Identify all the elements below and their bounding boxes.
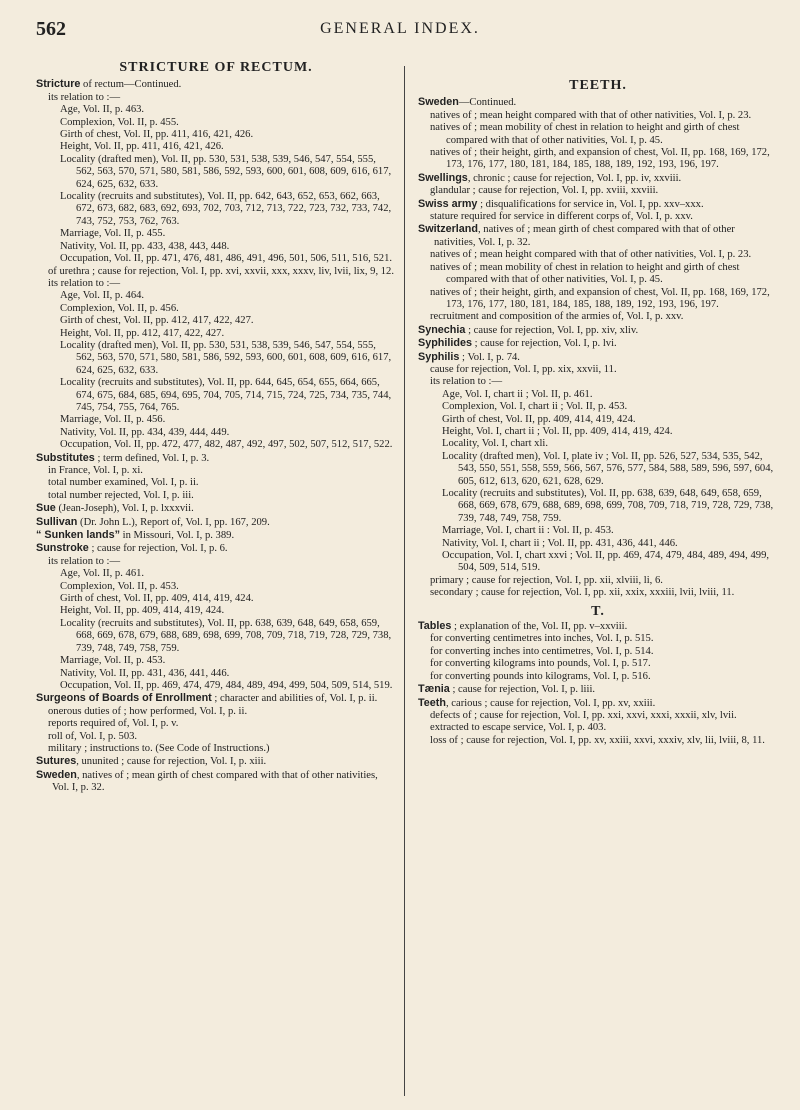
entry-text: , chronic ; cause for rejection, Vol. I, pp. iv, xxviii. xyxy=(467,172,682,184)
page-header xyxy=(36,18,764,42)
index-entry xyxy=(36,529,396,542)
entry-keyword: Sweden xyxy=(418,96,459,109)
index-entry xyxy=(36,743,396,755)
entry-text: ; cause for rejection, Vol. I, p. 6. xyxy=(88,543,228,555)
left-column-heading: STRICTURE OF RECTUM. xyxy=(119,60,313,75)
entry-text: reports required of, Vol. I, p. v. xyxy=(48,718,179,730)
entry-text: Occupation, Vol. II, pp. 469, 474, 479, 484, 489, 494, 499, 504, 509, 514, 519. xyxy=(60,679,393,691)
index-entry xyxy=(418,525,778,537)
entry-keyword: Swiss army xyxy=(418,197,478,210)
entry-keyword: Sullivan xyxy=(36,515,78,528)
entry-text: onerous duties of ; how performed, Vol. I, p. ii. xyxy=(48,705,248,717)
entry-text: for converting inches into centimetres, Vol. I, p. 514. xyxy=(430,645,654,657)
entry-text: of rectum—Continued. xyxy=(80,79,182,91)
index-entry xyxy=(36,129,396,141)
index-entry xyxy=(36,502,396,515)
entry-text: Age, Vol. II, p. 464. xyxy=(60,290,145,302)
entry-text: Height, Vol. I, chart ii ; Vol. II, pp. 409, 414, 419, 424. xyxy=(442,425,673,437)
entry-text: ; term defined, Vol. I, p. 3. xyxy=(94,452,210,464)
index-entry xyxy=(36,303,396,315)
entry-keyword: Sue xyxy=(36,502,56,515)
entry-text: Occupation, Vol. II, pp. 471, 476, 481, 486, 491, 496, 501, 506, 511, 516, 521. xyxy=(60,253,393,265)
entry-keyword: Sutures xyxy=(36,755,77,768)
index-entry xyxy=(418,658,778,670)
index-entry xyxy=(418,697,778,710)
entry-text: , natives of ; mean girth of chest compared with that of other nativities, Vol. I, p. 32. xyxy=(434,224,735,248)
entry-text: , carious ; cause for rejection, Vol. I, pp. xv, xxiii. xyxy=(446,697,656,709)
index-entry xyxy=(418,451,778,488)
entry-text: Locality (drafted men), Vol. II, pp. 530, 531, 538, 539, 546, 547, 554, 555, 562, 563, 570, 571, 580, 581, 586, 592, 593, 600, 601, 608, 609, 616, 617, 624, 625, 632, 633. xyxy=(60,153,392,190)
index-entry xyxy=(36,104,396,116)
entry-keyword: Surgeons of Boards of Enrollment xyxy=(36,692,212,705)
entry-text: ; explanation of the, Vol. II, pp. v–xxviii. xyxy=(451,621,628,633)
entry-keyword: Syphilides xyxy=(418,337,473,350)
index-entry xyxy=(418,172,778,185)
index-entry xyxy=(418,262,778,287)
entry-text: —Continued. xyxy=(458,97,517,109)
entry-text: in France, Vol. I, p. xi. xyxy=(48,465,143,476)
index-entry xyxy=(418,389,778,401)
index-entry xyxy=(36,655,396,667)
index-entry xyxy=(36,568,396,580)
index-entry xyxy=(36,618,396,655)
index-entry xyxy=(418,538,778,550)
entry-text: its relation to :— xyxy=(430,376,503,388)
index-entry xyxy=(418,185,778,197)
entry-keyword: Substitutes xyxy=(36,451,95,464)
index-entry xyxy=(36,731,396,743)
index-entry xyxy=(36,253,396,265)
entry-text: stature required for service in different corps of, Vol. I, p. xxv. xyxy=(430,211,693,223)
entry-keyword: Stricture xyxy=(36,78,81,91)
entry-text: natives of ; mean height compared with that of other nativities, Vol. I, p. 23. xyxy=(430,109,752,121)
entry-text: natives of ; their height, girth, and expansion of chest, Vol. II, pp. 168, 169, 172, 173, 176, 177, 180, 181, 184, 185, 188, 189, 192, 193, 196, 197. xyxy=(430,147,770,171)
entry-text: Locality, Vol. I, chart xli. xyxy=(442,438,549,450)
entry-keyword: Syphilis xyxy=(418,350,460,363)
index-entry xyxy=(36,377,396,414)
index-entry xyxy=(418,96,778,109)
entry-text: Complexion, Vol. I, chart ii ; Vol. II, p. 453. xyxy=(442,401,628,413)
index-entry xyxy=(418,671,778,683)
entry-text: Girth of chest, Vol. II, pp. 409, 414, 419, 424. xyxy=(60,593,254,605)
index-entry xyxy=(418,710,778,722)
entry-keyword: Switzerland xyxy=(418,223,478,236)
index-entry xyxy=(418,147,778,172)
index-entry xyxy=(418,587,778,599)
entry-keyword: Tænia xyxy=(418,683,450,696)
entry-text: ; disqualifications for service in, Vol. I, pp. xxv–xxx. xyxy=(477,198,704,210)
index-entry xyxy=(36,581,396,593)
index-entry xyxy=(36,228,396,240)
index-entry xyxy=(36,755,396,768)
index-entry xyxy=(418,426,778,438)
entry-text: ; Vol. I, p. 74. xyxy=(459,351,520,363)
index-entry xyxy=(36,490,396,502)
right-column xyxy=(418,62,778,747)
index-entry xyxy=(36,556,396,568)
entry-text: , natives of ; mean girth of chest compared with that of other nativities, Vol. I, p. 32. xyxy=(52,769,378,794)
entry-text: Height, Vol. II, pp. 412, 417, 422, 427. xyxy=(60,327,225,339)
index-entry xyxy=(418,223,778,249)
index-entry xyxy=(418,683,778,696)
entry-text: its relation to :— xyxy=(48,555,121,567)
index-entry xyxy=(418,122,778,147)
entry-text: ; cause for rejection, Vol. I, p. lvi. xyxy=(472,338,617,350)
right-column-heading: TEETH. xyxy=(569,78,627,93)
index-entry xyxy=(418,198,778,211)
index-entry xyxy=(36,328,396,340)
entry-text: (Jean-Joseph), Vol. I, p. lxxxvii. xyxy=(55,503,194,515)
entry-text: Locality (drafted men), Vol. II, pp. 530, 531, 538, 539, 546, 547, 554, 555, 562, 563, 570, 571, 580, 581, 586, 592, 593, 600, 601, 608, 609, 616, 617, 624, 625, 632, 633. xyxy=(60,339,392,376)
index-entry xyxy=(418,351,778,364)
entry-text: military ; instructions to. (See Code of Instructions.) xyxy=(48,742,270,754)
entry-text: natives of ; mean mobility of chest in relation to height and girth of chest compared with that of other nativities, Vol. I, p. 45. xyxy=(430,261,740,286)
entry-text: Girth of chest, Vol. II, pp. 412, 417, 422, 427. xyxy=(60,315,254,327)
entry-text: Locality (recruits and substitutes), Vol. II, pp. 644, 645, 654, 655, 664, 665, 674, 675, 684, 685, 694, 695, 704, 705, 714, 715, 724, 725, 734, 735, 744, 745, 754, 755, 764, 765. xyxy=(60,377,392,413)
entry-text: Locality (drafted men), Vol. I, plate iv ; Vol. II, pp. 526, 527, 534, 535, 542, 543, 550, 551, 558, 559, 566, 567, 576, 577, 584, 588, 589, 596, 597, 604, 605, 612, 613, 620, 621, 628, 629. xyxy=(442,450,774,487)
index-entry xyxy=(36,141,396,153)
index-entry xyxy=(418,110,778,122)
entry-text: ; cause for rejection, Vol. I, pp. xiv, xliv. xyxy=(465,324,639,336)
right-t-entries xyxy=(418,620,778,747)
entry-text: ; cause for rejection, Vol. I, p. liii. xyxy=(449,684,596,696)
entry-text: Occupation, Vol. I, chart xxvi ; Vol. II, pp. 469, 474, 479, 484, 489, 494, 499, 504, 509, 514, 519. xyxy=(442,550,770,574)
entry-text: for converting pounds into kilograms, Vol. I, p. 516. xyxy=(430,670,651,682)
entry-text: defects of ; cause for rejection, Vol. I, pp. xxi, xxvi, xxxi, xxxii, xlv, lvii. xyxy=(430,709,737,721)
entry-text: Age, Vol. I, chart ii ; Vol. II, p. 461. xyxy=(442,388,593,400)
entry-text: Nativity, Vol. II, pp. 431, 436, 441, 446. xyxy=(60,667,230,679)
entry-text: Locality (recruits and substitutes), Vol. II, pp. 642, 643, 652, 653, 662, 663, 672, 673, 682, 683, 692, 693, 702, 703, 712, 713, 722, 723, 732, 733, 742, 743, 752, 753, 762, 763. xyxy=(60,191,392,227)
entry-text: extracted to escape service, Vol. I, p. 403. xyxy=(430,722,607,734)
entry-text: for converting kilograms into pounds, Vol. I, p. 517. xyxy=(430,658,651,670)
index-entry xyxy=(36,605,396,617)
left-column xyxy=(36,62,396,795)
entry-text: for converting centimetres into inches, Vol. I, p. 515. xyxy=(430,633,654,645)
index-entry xyxy=(36,117,396,129)
index-entry xyxy=(418,550,778,575)
entry-keyword: Swellings xyxy=(418,171,468,184)
index-entry xyxy=(36,78,396,91)
entry-text: Marriage, Vol. II, p. 456. xyxy=(60,414,166,426)
entry-text: secondary ; cause for rejection, Vol. I, pp. xii, xxix, xxxiii, lvii, lviii, 11. xyxy=(430,587,735,599)
index-entry xyxy=(36,427,396,439)
index-entry xyxy=(418,735,778,747)
index-entry xyxy=(36,290,396,302)
index-entry xyxy=(36,593,396,605)
entry-text: cause for rejection, Vol. I, pp. xix, xxvii, 11. xyxy=(430,363,617,375)
column-divider xyxy=(404,66,405,1096)
entry-text: Complexion, Vol. II, p. 453. xyxy=(60,580,179,592)
entry-text: loss of ; cause for rejection, Vol. I, pp. xv, xxiii, xxvi, xxxiv, xlv, lii, lviii, 8, 11. xyxy=(430,734,765,746)
index-entry xyxy=(418,287,778,312)
entry-text: Age, Vol. II, p. 463. xyxy=(60,104,145,116)
entry-text: primary ; cause for rejection, Vol. I, pp. xii, xlviii, li, 6. xyxy=(430,574,663,586)
index-entry xyxy=(418,249,778,261)
entry-text: Marriage, Vol. II, p. 453. xyxy=(60,655,166,667)
entry-text: recruitment and composition of the armies of, Vol. I, p. xxv. xyxy=(430,311,684,323)
entry-keyword: Sunstroke xyxy=(36,542,89,555)
index-entry xyxy=(418,620,778,633)
entry-text: Girth of chest, Vol. II, pp. 411, 416, 421, 426. xyxy=(60,129,254,141)
entry-text: total number rejected, Vol. I, p. iii. xyxy=(48,489,194,501)
index-entry xyxy=(418,211,778,223)
page-title: GENERAL INDEX. xyxy=(320,20,480,37)
entry-text: in Missouri, Vol. I, p. 389. xyxy=(120,530,235,542)
entry-text: total number examined, Vol. I, p. ii. xyxy=(48,477,199,489)
entry-keyword: Tables xyxy=(418,620,452,633)
index-entry xyxy=(418,401,778,413)
entry-text: ; character and abilities of, Vol. I, p. ii. xyxy=(211,693,378,705)
index-entry xyxy=(36,154,396,191)
right-entries xyxy=(418,96,778,599)
index-entry xyxy=(36,542,396,555)
index-entry xyxy=(36,439,396,451)
index-entry xyxy=(36,278,396,290)
index-entry xyxy=(36,680,396,692)
index-entry xyxy=(36,706,396,718)
index-entry xyxy=(418,722,778,734)
index-entry xyxy=(418,324,778,337)
index-entry xyxy=(36,692,396,705)
entry-text: Locality (recruits and substitutes), Vol. II, pp. 638, 639, 648, 649, 658, 659, 668, 669, 678, 679, 688, 689, 698, 699, 708, 709, 718, 719, 728, 729, 738, 739, 748, 749, 758, 759. xyxy=(442,488,774,524)
entry-text: Age, Vol. II, p. 461. xyxy=(60,568,145,580)
entry-text: Nativity, Vol. II, pp. 433, 438, 443, 448. xyxy=(60,240,230,252)
index-entry xyxy=(418,438,778,450)
index-entry xyxy=(36,92,396,104)
index-entry xyxy=(36,266,396,278)
entry-text: natives of ; mean mobility of chest in relation to height and girth of chest compared with that of other nativities, Vol. I, p. 45. xyxy=(430,122,740,146)
index-entry xyxy=(418,414,778,426)
entry-text: Complexion, Vol. II, p. 456. xyxy=(60,302,179,314)
entry-keyword: “ Sunken lands” xyxy=(36,529,120,542)
index-entry xyxy=(36,465,396,477)
index-entry xyxy=(418,646,778,658)
entry-text: Marriage, Vol. II, p. 455. xyxy=(60,228,166,240)
entry-keyword: Teeth xyxy=(418,696,446,709)
index-entry xyxy=(418,488,778,525)
entry-text: natives of ; their height, girth, and expansion of chest, Vol. II, pp. 168, 169, 172, 173, 176, 177, 180, 181, 184, 185, 188, 189, 192, 193, 196, 197. xyxy=(430,286,770,310)
index-entry xyxy=(418,575,778,587)
index-entry xyxy=(36,340,396,377)
index-entry xyxy=(418,311,778,323)
index-entry xyxy=(36,452,396,465)
entry-text: Girth of chest, Vol. II, pp. 409, 414, 419, 424. xyxy=(442,413,636,425)
entry-text: Nativity, Vol. I, chart ii ; Vol. II, pp. 431, 436, 441, 446. xyxy=(442,537,678,549)
index-entry xyxy=(418,337,778,350)
entry-text: Marriage, Vol. I, chart ii : Vol. II, p. 453. xyxy=(442,525,614,537)
entry-text: its relation to :— xyxy=(48,277,121,289)
entry-keyword: Sweden xyxy=(36,768,77,781)
entry-text: Locality (recruits and substitutes), Vol. II, pp. 638, 639, 648, 649, 658, 659, 668, 669, 678, 679, 688, 689, 698, 699, 708, 709, 718, 719, 728, 729, 738, 739, 748, 749, 758, 759. xyxy=(60,617,392,654)
index-entry xyxy=(36,241,396,253)
section-letter-heading: T. xyxy=(591,603,605,619)
index-entry xyxy=(418,364,778,376)
index-entry xyxy=(36,477,396,489)
index-entry xyxy=(36,769,396,795)
index-entry xyxy=(36,516,396,529)
page-number: 562 xyxy=(36,18,66,40)
entry-text: roll of, Vol. I, p. 503. xyxy=(48,730,138,742)
entry-text: its relation to :— xyxy=(48,91,121,103)
index-entry xyxy=(36,718,396,730)
entry-text: Height, Vol. II, pp. 411, 416, 421, 426. xyxy=(60,141,224,153)
index-entry xyxy=(36,191,396,228)
index-entry xyxy=(418,633,778,645)
entry-text: (Dr. John L.), Report of, Vol. I, pp. 167, 209. xyxy=(77,516,270,528)
entry-text: natives of ; mean height compared with that of other nativities, Vol. I, p. 23. xyxy=(430,249,752,261)
entry-text: of urethra ; cause for rejection, Vol. I, pp. xvi, xxvii, xxx, xxxv, liv, lvii, lix, 9, 12. xyxy=(48,265,395,277)
entry-text: , ununited ; cause for rejection, Vol. I, p. xiii. xyxy=(76,756,267,768)
entry-text: Height, Vol. II, pp. 409, 414, 419, 424. xyxy=(60,605,225,617)
index-entry xyxy=(418,376,778,388)
entry-keyword: Synechia xyxy=(418,323,466,336)
index-entry xyxy=(36,414,396,426)
index-entry xyxy=(36,668,396,680)
index-entry xyxy=(36,315,396,327)
entry-text: Occupation, Vol. II, pp. 472, 477, 482, 487, 492, 497, 502, 507, 512, 517, 522. xyxy=(60,439,393,451)
entry-text: glandular ; cause for rejection, Vol. I, pp. xviii, xxviii. xyxy=(430,185,659,197)
entry-text: Nativity, Vol. II, pp. 434, 439, 444, 449. xyxy=(60,426,230,438)
entry-text: Complexion, Vol. II, p. 455. xyxy=(60,116,179,128)
